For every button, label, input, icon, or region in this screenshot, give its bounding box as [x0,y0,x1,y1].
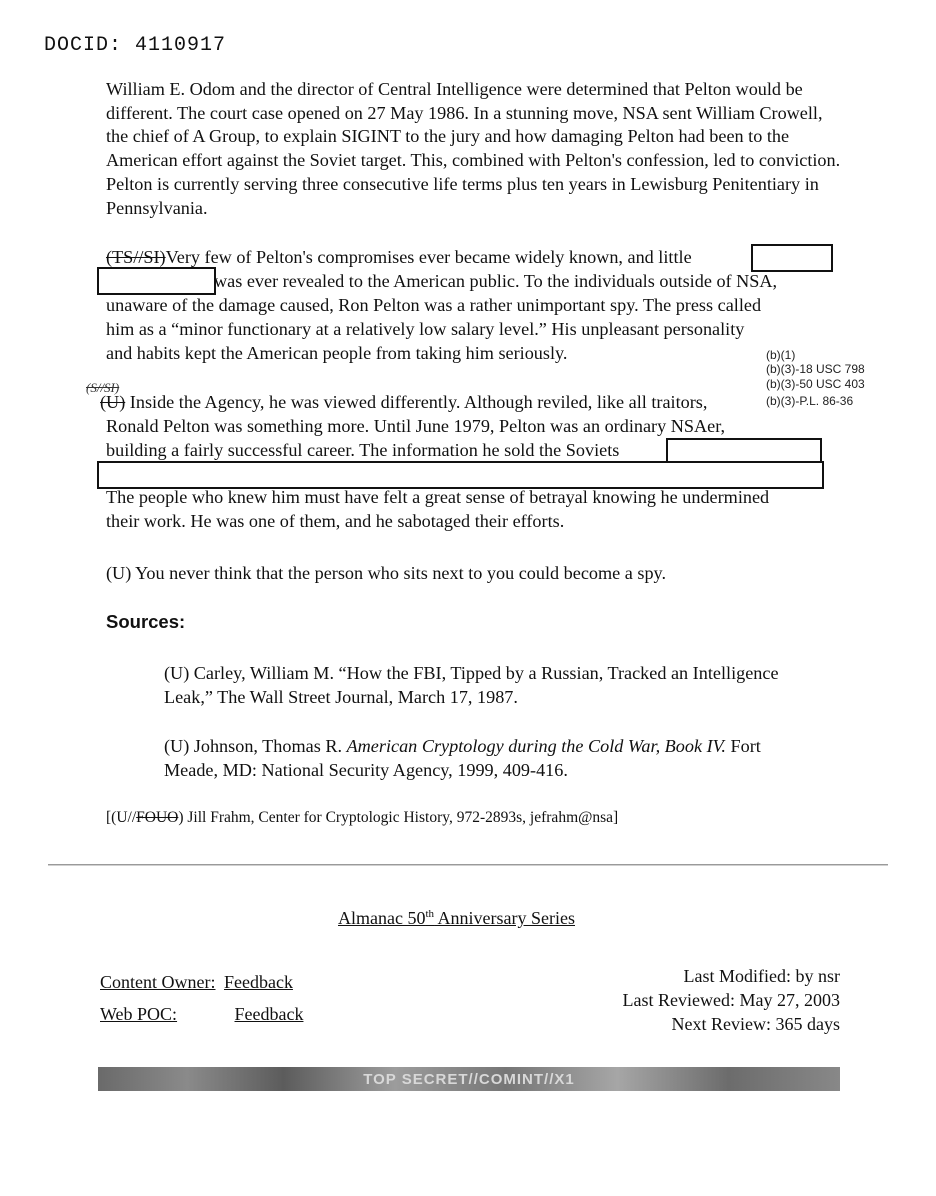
contact-open: [(U// [106,809,137,826]
classification-banner-text: TOP SECRET//COMINT//X1 [363,1070,575,1088]
source-item-johnson [164,734,804,782]
classification-banner [98,1067,840,1091]
content-owner-row [100,972,293,993]
struck-marking: FOUO [136,809,179,826]
source-publisher: Fort Meade, MD: National Security Agency, 1999, 409-416. [164,736,761,780]
last-reviewed: Last Reviewed: May 27, 2003 [622,990,840,1010]
exemption-code: (b)(3)-P.L. 86-36 [766,394,854,408]
author-contact [106,809,618,827]
exemption-code: (b)(3)-18 USC 798 [766,362,865,376]
exemption-code: (b)(3)-50 USC 403 [766,377,865,391]
content-owner-feedback-link[interactable]: Feedback [223,972,293,992]
paragraph-compromises-line-3: unaware of the damage caused, Ron Pelton was a rather unimportant spy. The press called [106,295,762,315]
paragraph-inside-agency-line-3: building a fairly successful career. The information he sold the Soviets [106,440,620,460]
sources-heading: Sources: [106,611,186,632]
next-review: Next Review: 365 days [671,1014,840,1034]
paragraph-trial: William E. Odom and the director of Central Intelligence were determined that Pelton would be different. The court case opened on 27 May 1986. In a stunning move, NSA sent William Crowell, the chief of A Group, to explain SIGINT to the jury and how damaging Pelton had been to the American effort against the Soviet target. This, combined with Pelton's confession, led to conviction. Pelton is currently serving three consecutive life terms plus ten years in Lewisburg Penitentiary in Pennsylvania. [106,79,841,218]
web-poc-feedback-link[interactable]: Feedback [234,1004,304,1024]
source-author: (U) Johnson, Thomas R. [164,736,347,756]
paragraph-inside-agency-line-5: their work. He was one of them, and he sabotaged their efforts. [106,511,565,531]
paragraph-inside-agency-line-2: Ronald Pelton was something more. Until June 1979, Pelton was an ordinary NSAer, [106,416,726,436]
line-text: Very few of Pelton's compromises ever became widely known, and little [165,247,692,267]
last-modified: Last Modified: by nsr [683,966,840,986]
docid-header: DOCID: 4110917 [44,34,227,57]
almanac-series-link[interactable]: Almanac 50th Anniversary Series [338,908,575,928]
contact-details: ) Jill Frahm, Center for Cryptologic History, 972-2893s, jefrahm@nsa] [178,809,619,826]
redaction-box [97,461,824,489]
review-info [623,964,840,1036]
paragraph-compromises-line-1 [106,247,692,268]
classification-marking: (U) [100,392,126,412]
paragraph-inside-agency-line-4: The people who knew him must have felt a great sense of betrayal knowing he undermined [106,487,770,507]
paragraph-compromises-line-2: was ever revealed to the American public. To the individuals outside of NSA, [214,271,778,291]
redaction-box [751,244,833,272]
paragraph-compromises-line-4: him as a “minor functionary at a relatively low salary level.” His unpleasant personality [106,319,745,339]
redaction-box [97,267,216,295]
source-title: American Cryptology during the Cold War, Book IV. [346,736,726,756]
exemption-code: (b)(1) [766,348,796,362]
footer-divider [48,864,888,865]
web-poc-label[interactable]: Web POC: [100,1004,178,1024]
paragraph-closing: (U) You never think that the person who sits next to you could become a spy. [106,563,667,583]
handwritten-marking: (S//SI) [86,380,120,395]
classification-marking: (TS//SI) [106,247,166,267]
web-poc-row [100,1004,303,1025]
content-owner-label[interactable]: Content Owner: [100,972,216,992]
paragraph-compromises-line-5: and habits kept the American people from taking him seriously. [106,343,568,363]
line-text: Inside the Agency, he was viewed differently. Although reviled, like all traitors, [129,392,708,412]
source-item-carley: (U) Carley, William M. “How the FBI, Tipped by a Russian, Tracked an Intelligence Leak,” The Wall Street Journal, March 17, 1987. [164,663,779,707]
paragraph-inside-agency-line-1 [100,392,707,413]
